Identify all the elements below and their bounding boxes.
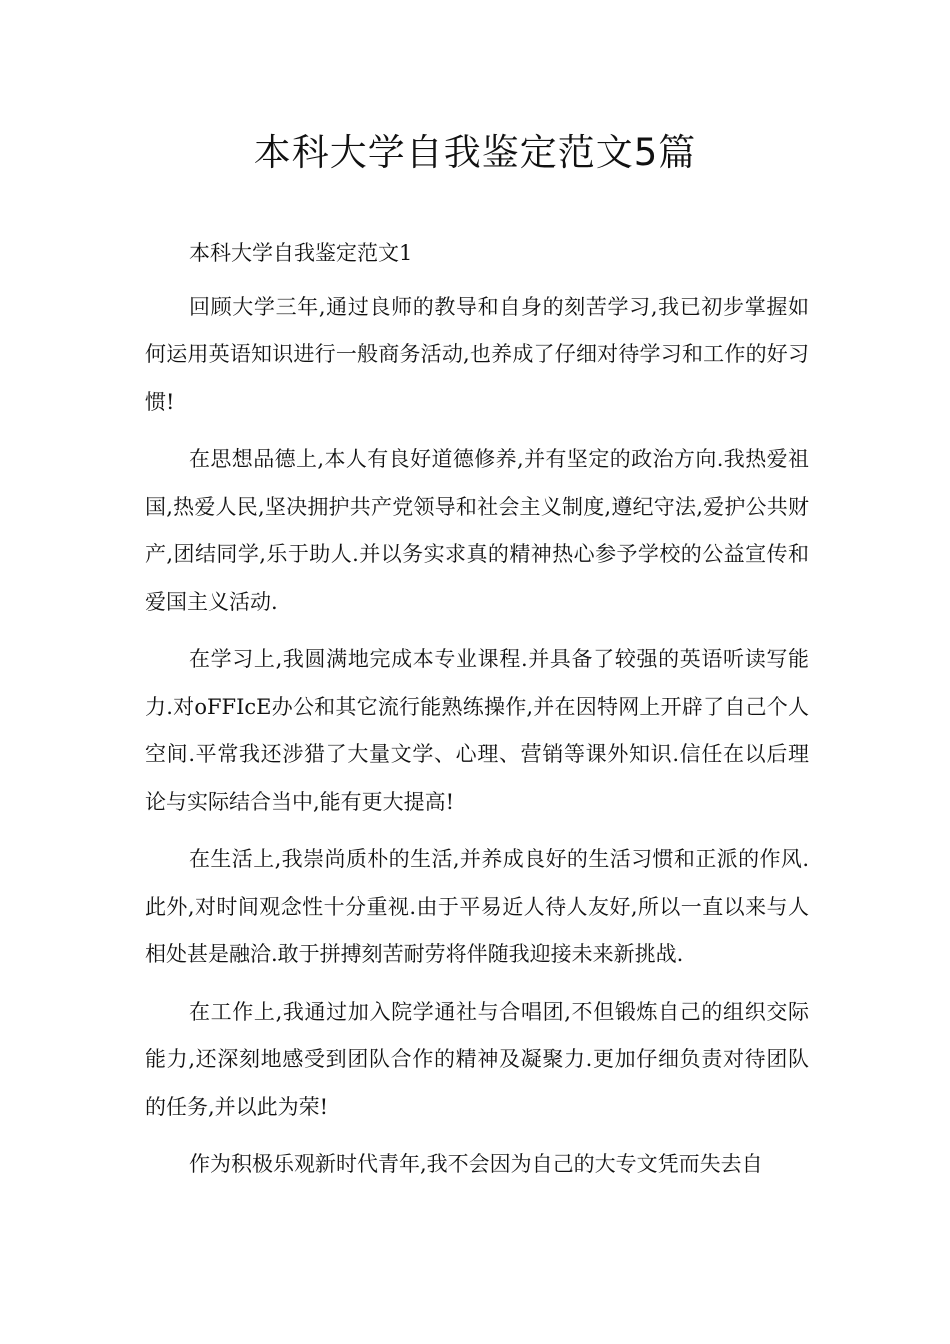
paragraph-morality: 在思想品德上,本人有良好道德修养,并有坚定的政治方向.我热爱祖国,热爱人民,坚决拥护共产党领导和社会主义制度,遵纪守法,爱护公共财产,团结同学,乐于助人.并以务实求真的精神热心参予学校的公益宣传和爱国主义活动. (145, 447, 809, 614)
document-body (145, 230, 809, 1199)
paragraph-work: 在工作上,我通过加入院学通社与合唱团,不但锻炼自己的组织交际能力,还深刻地感受到团队合作的精神及凝聚力.更加仔细负责对待团队的任务,并以此为荣! (145, 999, 809, 1119)
paragraph-life: 在生活上,我崇尚质朴的生活,并养成良好的生活习惯和正派的作风.此外,对时间观念性十分重视.由于平易近人待人友好,所以一直以来与人相处甚是融洽.敢于拼搏刻苦耐劳将伴随我迎接未来新挑战. (145, 847, 809, 966)
paragraph-review: 回顾大学三年,通过良师的教导和自身的刻苦学习,我已初步掌握如何运用英语知识进行一般商务活动,也养成了仔细对待学习和工作的好习惯! (145, 294, 809, 414)
document-title: 本科大学自我鉴定范文5篇 (253, 131, 697, 174)
paragraph-study: 在学习上,我圆满地完成本专业课程.并具备了较强的英语听读写能力.对oFFIcE办公和其它流行能熟练操作,并在因特网上开辟了自己个人空间.平常我还涉猎了大量文学、心理、营销等课外知识.信任在以后理论与实际结合当中,能有更大提高! (145, 647, 809, 814)
paragraph-youth: 作为积极乐观新时代青年,我不会因为自己的大专文凭而失去自 (189, 1152, 763, 1176)
section-heading: 本科大学自我鉴定范文1 (189, 241, 413, 265)
